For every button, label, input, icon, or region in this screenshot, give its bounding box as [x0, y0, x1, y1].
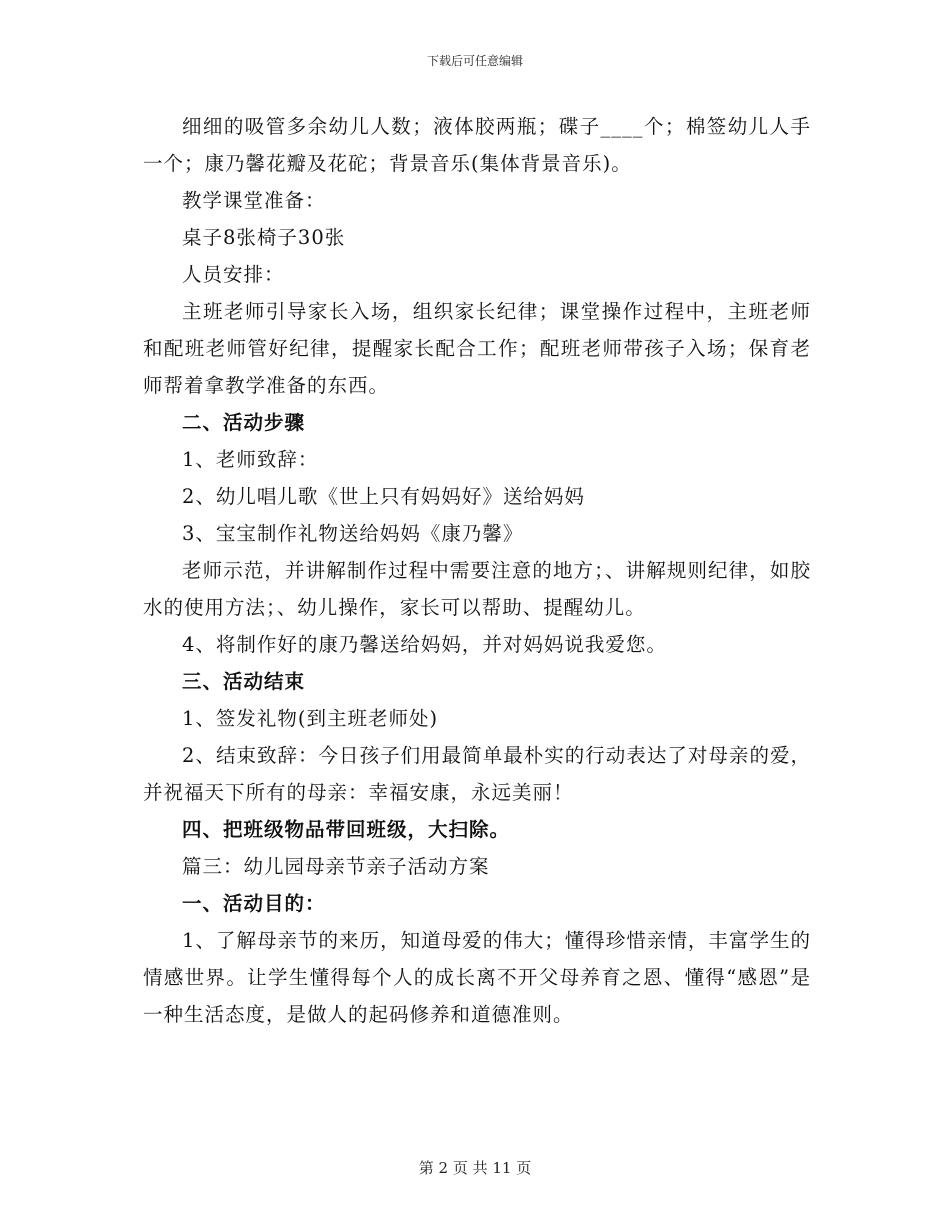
section-heading-cleanup: 四、把班级物品带回班级，大扫除。 [182, 818, 511, 841]
page-number: 第 2 页 共 11 页 [418, 1159, 532, 1177]
staff-arrangement-label: 人员安排： [182, 263, 285, 286]
page-header-note: 下载后可任意编辑 [426, 54, 523, 68]
section-heading-activity-steps: 二、活动步骤 [182, 411, 306, 434]
document-body [143, 108, 811, 1033]
end-item-1: 1、签发礼物(到主班老师处) [182, 707, 439, 730]
classroom-prep-label: 教学课堂准备： [182, 189, 326, 212]
step-3: 3、宝宝制作礼物送给妈妈《康乃馨》 [182, 522, 524, 545]
furniture-line: 桌子8张椅子30张 [182, 226, 346, 249]
demonstration-paragraph: 老师示范，并讲解制作过程中需要注意的地方；、讲解规则纪律，如胶水的使用方法；、幼儿操作，家长可以帮助、提醒幼儿。 [143, 559, 811, 619]
staff-arrangement-paragraph: 主班老师引导家长入场，组织家长纪律；课堂操作过程中，主班老师和配班老师管好纪律，提醒家长配合工作；配班老师带孩子入场；保育老师帮着拿教学准备的东西。 [143, 300, 811, 397]
materials-paragraph: 细细的吸管多余幼儿人数；液体胶两瓶；碟子____个；棉签幼儿人手一个；康乃馨花瓣及花砣；背景音乐(集体背景音乐)。 [143, 115, 811, 175]
step-4: 4、将制作好的康乃馨送给妈妈，并对妈妈说我爱您。 [182, 633, 667, 656]
step-1: 1、老师致辞： [182, 448, 319, 471]
chapter-title: 篇三：幼儿园母亲节亲子活动方案 [182, 855, 490, 878]
step-2: 2、幼儿唱儿歌《世上只有妈妈好》送给妈妈 [182, 485, 585, 508]
section-heading-activity-purpose: 一、活动目的： [182, 892, 326, 915]
section-heading-activity-end: 三、活动结束 [182, 670, 306, 693]
end-item-2: 2、结束致辞：今日孩子们用最简单最朴实的行动表达了对母亲的爱，并祝福天下所有的母亲：幸福安康，永远美丽！ [143, 744, 811, 804]
purpose-item-1: 1、了解母亲节的来历，知道母爱的伟大；懂得珍惜亲情，丰富学生的情感世界。让学生懂得每个人的成长离不开父母养育之恩、懂得“感恩”是一种生活态度，是做人的起码修养和道德准则。 [143, 929, 811, 1026]
